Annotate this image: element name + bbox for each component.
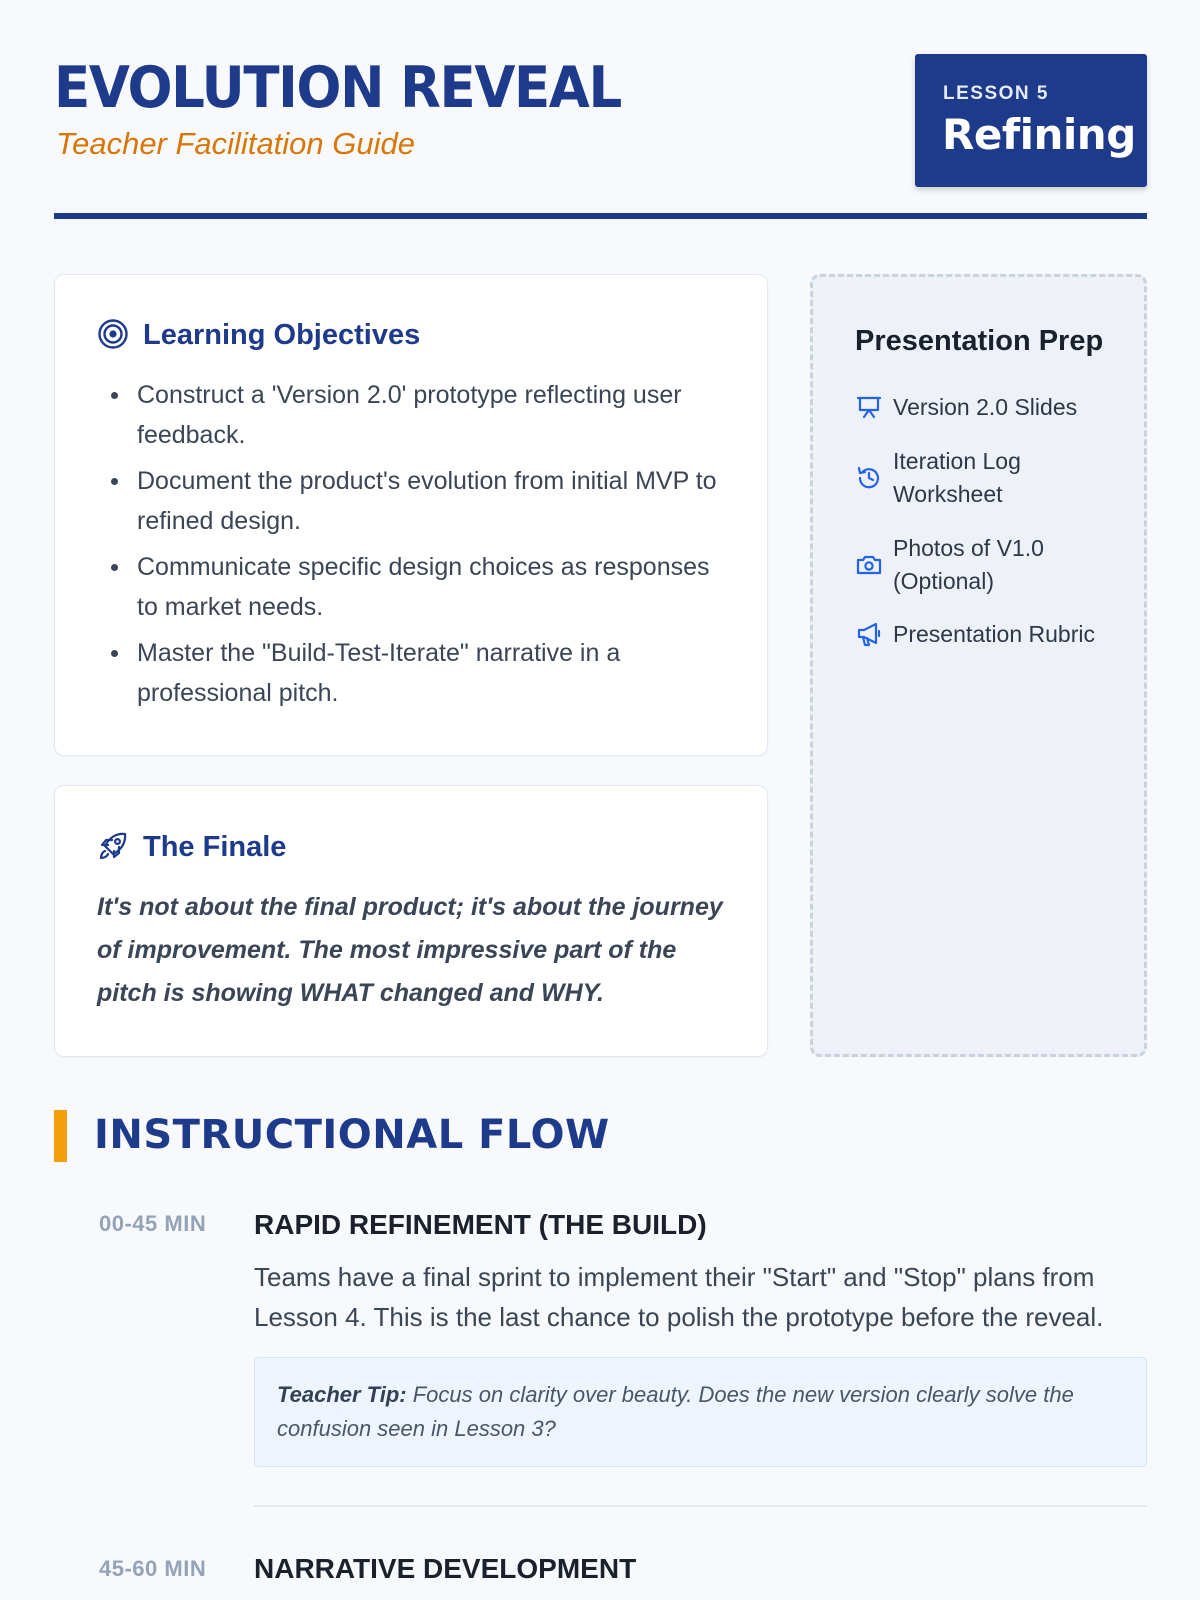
list-item: Communicate specific design choices as responses to market needs. [137, 547, 737, 627]
finale-quote: It's not about the final product; it's about the journey of improvement. The most impressive part of the pitch is showing WHAT changed and WHY. [97, 893, 723, 1007]
list-item: Master the "Build-Test-Iterate" narrative in a professional pitch. [137, 633, 737, 713]
step-description: Teams have a final sprint to implement their "Start" and "Stop" plans from Lesson 4. This is the last chance to polish the prototype before the reveal. [254, 1262, 1104, 1332]
page-header [54, 54, 1147, 186]
lesson-name: Refining [942, 110, 1136, 159]
presentation-icon [855, 393, 883, 421]
target-icon [97, 318, 129, 350]
step-time: 45-60 MIN [99, 1556, 207, 1581]
step-title: RAPID REFINEMENT (THE BUILD) [254, 1209, 707, 1240]
finale-heading: The Finale [143, 831, 287, 863]
presentation-prep-panel [810, 274, 1147, 1057]
page-subtitle: Teacher Facilitation Guide [56, 126, 415, 161]
lesson-badge [915, 54, 1147, 187]
list-item: Construct a 'Version 2.0' prototype reflecting user feedback. [137, 375, 737, 455]
objectives-list [137, 375, 737, 719]
header-divider [54, 213, 1147, 219]
history-icon [855, 464, 883, 492]
megaphone-icon [855, 620, 883, 648]
list-item: Document the product's evolution from initial MVP to refined design. [137, 461, 737, 541]
step-time: 00-45 MIN [99, 1211, 207, 1236]
lesson-number: LESSON 5 [943, 83, 1049, 104]
prep-item-label: Presentation Rubric [893, 621, 1095, 647]
prep-item-label: Version 2.0 Slides [893, 394, 1078, 420]
step-title: NARRATIVE DEVELOPMENT [254, 1553, 637, 1584]
section-title: INSTRUCTIONAL FLOW [94, 1112, 610, 1158]
camera-icon [855, 551, 883, 579]
step-divider [254, 1505, 1147, 1507]
tip-label: Teacher Tip: [277, 1382, 407, 1407]
section-accent-bar [54, 1110, 67, 1162]
tip-text: Focus on clarity over beauty. Does the new version clearly solve the confusion seen in Lesson 3? [277, 1382, 1074, 1441]
prep-item-label: Photos of V1.0 (Optional) [893, 535, 1044, 594]
objectives-card [54, 274, 768, 756]
finale-card [54, 785, 768, 1057]
prep-title: Presentation Prep [855, 325, 1104, 357]
objectives-heading: Learning Objectives [143, 319, 421, 351]
rocket-icon [97, 830, 129, 862]
page-title: EVOLUTION REVEAL [54, 55, 621, 121]
teacher-tip [254, 1357, 1147, 1467]
prep-item-label: Iteration Log Worksheet [893, 448, 1021, 507]
